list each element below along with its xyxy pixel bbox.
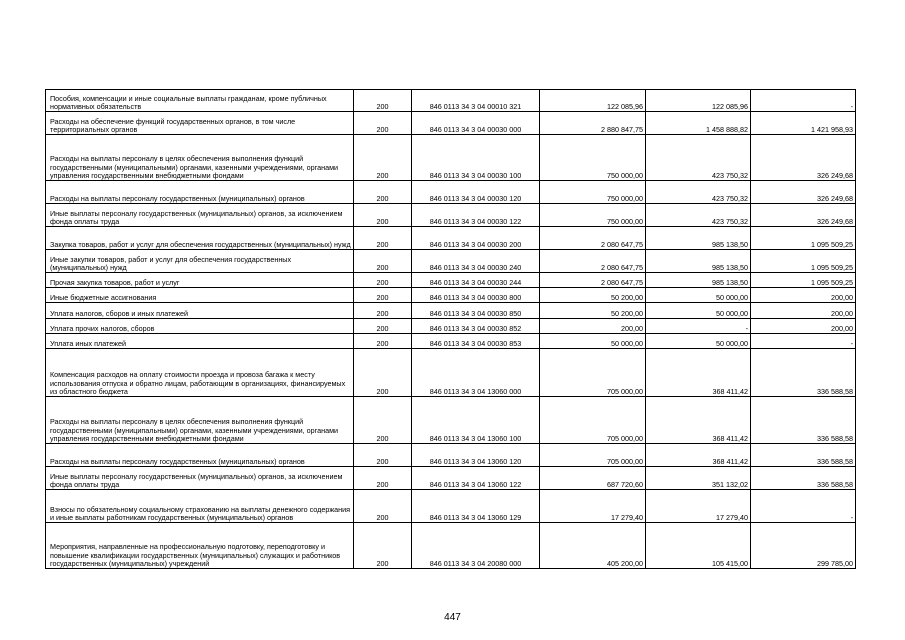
- row-unexecuted-cell: 200,00: [751, 288, 856, 303]
- table-row: [46, 250, 856, 273]
- row-unexecuted-cell: -: [751, 490, 856, 523]
- table-row: [46, 273, 856, 288]
- table-row: [46, 112, 856, 135]
- row-executed-cell: 122 085,96: [646, 90, 751, 112]
- row-name-cell: Уплата прочих налогов, сборов: [46, 319, 354, 334]
- row-line-code-cell: 200: [354, 490, 412, 523]
- row-line-code-cell: 200: [354, 135, 412, 181]
- table-row: [46, 490, 856, 523]
- row-line-code-cell: 200: [354, 523, 412, 569]
- row-line-code-cell: 200: [354, 444, 412, 467]
- row-line-code-cell: 200: [354, 181, 412, 204]
- row-line-code-cell: 200: [354, 204, 412, 227]
- table-row: [46, 467, 856, 490]
- row-line-code-cell: 200: [354, 467, 412, 490]
- row-budget-code-cell: 846 0113 34 3 04 00010 321: [412, 90, 540, 112]
- page-number: 447: [444, 612, 461, 623]
- row-budget-code-cell: 846 0113 34 3 04 13060 000: [412, 349, 540, 397]
- table-row: [46, 523, 856, 569]
- budget-execution-table: [45, 89, 856, 569]
- row-budget-code-cell: 846 0113 34 3 04 00030 244: [412, 273, 540, 288]
- row-executed-cell: 423 750,32: [646, 204, 751, 227]
- row-budget-code-cell: 846 0113 34 3 04 13060 100: [412, 397, 540, 444]
- row-approved-cell: 200,00: [540, 319, 646, 334]
- row-executed-cell: 423 750,32: [646, 135, 751, 181]
- table-body: [46, 90, 856, 569]
- row-executed-cell: 368 411,42: [646, 349, 751, 397]
- row-budget-code-cell: 846 0113 34 3 04 00030 000: [412, 112, 540, 135]
- row-line-code-cell: 200: [354, 288, 412, 303]
- row-budget-code-cell: 846 0113 34 3 04 00030 800: [412, 288, 540, 303]
- row-line-code-cell: 200: [354, 227, 412, 250]
- row-unexecuted-cell: -: [751, 90, 856, 112]
- table-row: [46, 319, 856, 334]
- row-line-code-cell: 200: [354, 397, 412, 444]
- row-name-cell: Иные выплаты персоналу государственных (муниципальных) органов, за исключением фонда оплаты труда: [46, 467, 354, 490]
- row-name-cell: Уплата налогов, сборов и иных платежей: [46, 303, 354, 319]
- row-name-cell: Расходы на выплаты персоналу в целях обеспечения выполнения функций государственными (муниципальными) органами, казенными учреждениями, органами управления государственными внебюджетными фондами: [46, 135, 354, 181]
- row-unexecuted-cell: 326 249,68: [751, 204, 856, 227]
- table-row: [46, 397, 856, 444]
- row-line-code-cell: 200: [354, 334, 412, 349]
- row-name-cell: Расходы на выплаты персоналу государственных (муниципальных) органов: [46, 181, 354, 204]
- row-executed-cell: -: [646, 319, 751, 334]
- row-budget-code-cell: 846 0113 34 3 04 20080 000: [412, 523, 540, 569]
- row-unexecuted-cell: 200,00: [751, 319, 856, 334]
- row-unexecuted-cell: 1 095 509,25: [751, 227, 856, 250]
- row-executed-cell: 50 000,00: [646, 334, 751, 349]
- row-approved-cell: 2 880 847,75: [540, 112, 646, 135]
- table-row: [46, 181, 856, 204]
- row-unexecuted-cell: 1 421 958,93: [751, 112, 856, 135]
- row-line-code-cell: 200: [354, 273, 412, 288]
- row-executed-cell: 1 458 888,82: [646, 112, 751, 135]
- row-name-cell: Пособия, компенсации и иные социальные выплаты гражданам, кроме публичных нормативных обязательств: [46, 90, 354, 112]
- row-approved-cell: 750 000,00: [540, 204, 646, 227]
- row-approved-cell: 122 085,96: [540, 90, 646, 112]
- row-name-cell: Иные выплаты персоналу государственных (муниципальных) органов, за исключением фонда оплаты труда: [46, 204, 354, 227]
- row-approved-cell: 2 080 647,75: [540, 227, 646, 250]
- row-budget-code-cell: 846 0113 34 3 04 00030 120: [412, 181, 540, 204]
- row-unexecuted-cell: 336 588,58: [751, 467, 856, 490]
- row-approved-cell: 405 200,00: [540, 523, 646, 569]
- row-unexecuted-cell: 1 095 509,25: [751, 273, 856, 288]
- row-approved-cell: 705 000,00: [540, 444, 646, 467]
- row-executed-cell: 368 411,42: [646, 397, 751, 444]
- row-approved-cell: 50 200,00: [540, 288, 646, 303]
- row-approved-cell: 750 000,00: [540, 135, 646, 181]
- row-executed-cell: 423 750,32: [646, 181, 751, 204]
- row-unexecuted-cell: 336 588,58: [751, 397, 856, 444]
- row-name-cell: Закупка товаров, работ и услуг для обеспечения государственных (муниципальных) нужд: [46, 227, 354, 250]
- table-row: [46, 303, 856, 319]
- row-executed-cell: 985 138,50: [646, 273, 751, 288]
- row-budget-code-cell: 846 0113 34 3 04 00030 850: [412, 303, 540, 319]
- row-executed-cell: 50 000,00: [646, 303, 751, 319]
- table-row: [46, 90, 856, 112]
- row-executed-cell: 368 411,42: [646, 444, 751, 467]
- row-executed-cell: 17 279,40: [646, 490, 751, 523]
- row-approved-cell: 2 080 647,75: [540, 250, 646, 273]
- row-name-cell: Расходы на выплаты персоналу в целях обеспечения выполнения функций государственными (муниципальными) органами, казенными учреждениями, органами управления государственными внебюджетными фондами: [46, 397, 354, 444]
- row-name-cell: Прочая закупка товаров, работ и услуг: [46, 273, 354, 288]
- row-approved-cell: 50 000,00: [540, 334, 646, 349]
- row-budget-code-cell: 846 0113 34 3 04 13060 120: [412, 444, 540, 467]
- row-name-cell: Уплата иных платежей: [46, 334, 354, 349]
- table-row: [46, 135, 856, 181]
- row-name-cell: Компенсация расходов на оплату стоимости проезда и провоза багажа к месту использования отпуска и обратно лицам, работающим в организациях, финансируемых из областного бюджета: [46, 349, 354, 397]
- row-name-cell: Расходы на обеспечение функций государственных органов, в том числе территориальных органов: [46, 112, 354, 135]
- row-unexecuted-cell: 336 588,58: [751, 444, 856, 467]
- row-approved-cell: 17 279,40: [540, 490, 646, 523]
- row-line-code-cell: 200: [354, 112, 412, 135]
- table-row: [46, 349, 856, 397]
- row-unexecuted-cell: 326 249,68: [751, 135, 856, 181]
- row-executed-cell: 50 000,00: [646, 288, 751, 303]
- row-approved-cell: 687 720,60: [540, 467, 646, 490]
- row-budget-code-cell: 846 0113 34 3 04 00030 200: [412, 227, 540, 250]
- row-unexecuted-cell: 299 785,00: [751, 523, 856, 569]
- row-unexecuted-cell: 326 249,68: [751, 181, 856, 204]
- row-budget-code-cell: 846 0113 34 3 04 00030 853: [412, 334, 540, 349]
- row-unexecuted-cell: 336 588,58: [751, 349, 856, 397]
- table-row: [46, 204, 856, 227]
- row-executed-cell: 105 415,00: [646, 523, 751, 569]
- row-name-cell: Мероприятия, направленные на профессиональную подготовку, переподготовку и повышение квалификации государственных (муниципальных) служащих и работников государственных (муниципальных) учреждений: [46, 523, 354, 569]
- row-name-cell: Иные бюджетные ассигнования: [46, 288, 354, 303]
- row-name-cell: Взносы по обязательному социальному страхованию на выплаты денежного содержания и иные выплаты работникам государственных (муниципальных) органов: [46, 490, 354, 523]
- row-unexecuted-cell: 200,00: [751, 303, 856, 319]
- table-row: [46, 444, 856, 467]
- row-line-code-cell: 200: [354, 319, 412, 334]
- row-name-cell: Иные закупки товаров, работ и услуг для обеспечения государственных (муниципальных) нужд: [46, 250, 354, 273]
- row-budget-code-cell: 846 0113 34 3 04 00030 122: [412, 204, 540, 227]
- row-budget-code-cell: 846 0113 34 3 04 13060 129: [412, 490, 540, 523]
- row-executed-cell: 985 138,50: [646, 250, 751, 273]
- row-executed-cell: 351 132,02: [646, 467, 751, 490]
- table-row: [46, 227, 856, 250]
- row-approved-cell: 50 200,00: [540, 303, 646, 319]
- budget-report-sheet: [45, 89, 855, 569]
- row-approved-cell: 750 000,00: [540, 181, 646, 204]
- row-unexecuted-cell: -: [751, 334, 856, 349]
- row-budget-code-cell: 846 0113 34 3 04 13060 122: [412, 467, 540, 490]
- row-line-code-cell: 200: [354, 90, 412, 112]
- row-unexecuted-cell: 1 095 509,25: [751, 250, 856, 273]
- row-line-code-cell: 200: [354, 349, 412, 397]
- row-line-code-cell: 200: [354, 303, 412, 319]
- table-row: [46, 288, 856, 303]
- row-budget-code-cell: 846 0113 34 3 04 00030 100: [412, 135, 540, 181]
- row-name-cell: Расходы на выплаты персоналу государственных (муниципальных) органов: [46, 444, 354, 467]
- row-approved-cell: 2 080 647,75: [540, 273, 646, 288]
- row-executed-cell: 985 138,50: [646, 227, 751, 250]
- row-approved-cell: 705 000,00: [540, 349, 646, 397]
- table-row: [46, 334, 856, 349]
- row-budget-code-cell: 846 0113 34 3 04 00030 240: [412, 250, 540, 273]
- row-line-code-cell: 200: [354, 250, 412, 273]
- row-approved-cell: 705 000,00: [540, 397, 646, 444]
- row-budget-code-cell: 846 0113 34 3 04 00030 852: [412, 319, 540, 334]
